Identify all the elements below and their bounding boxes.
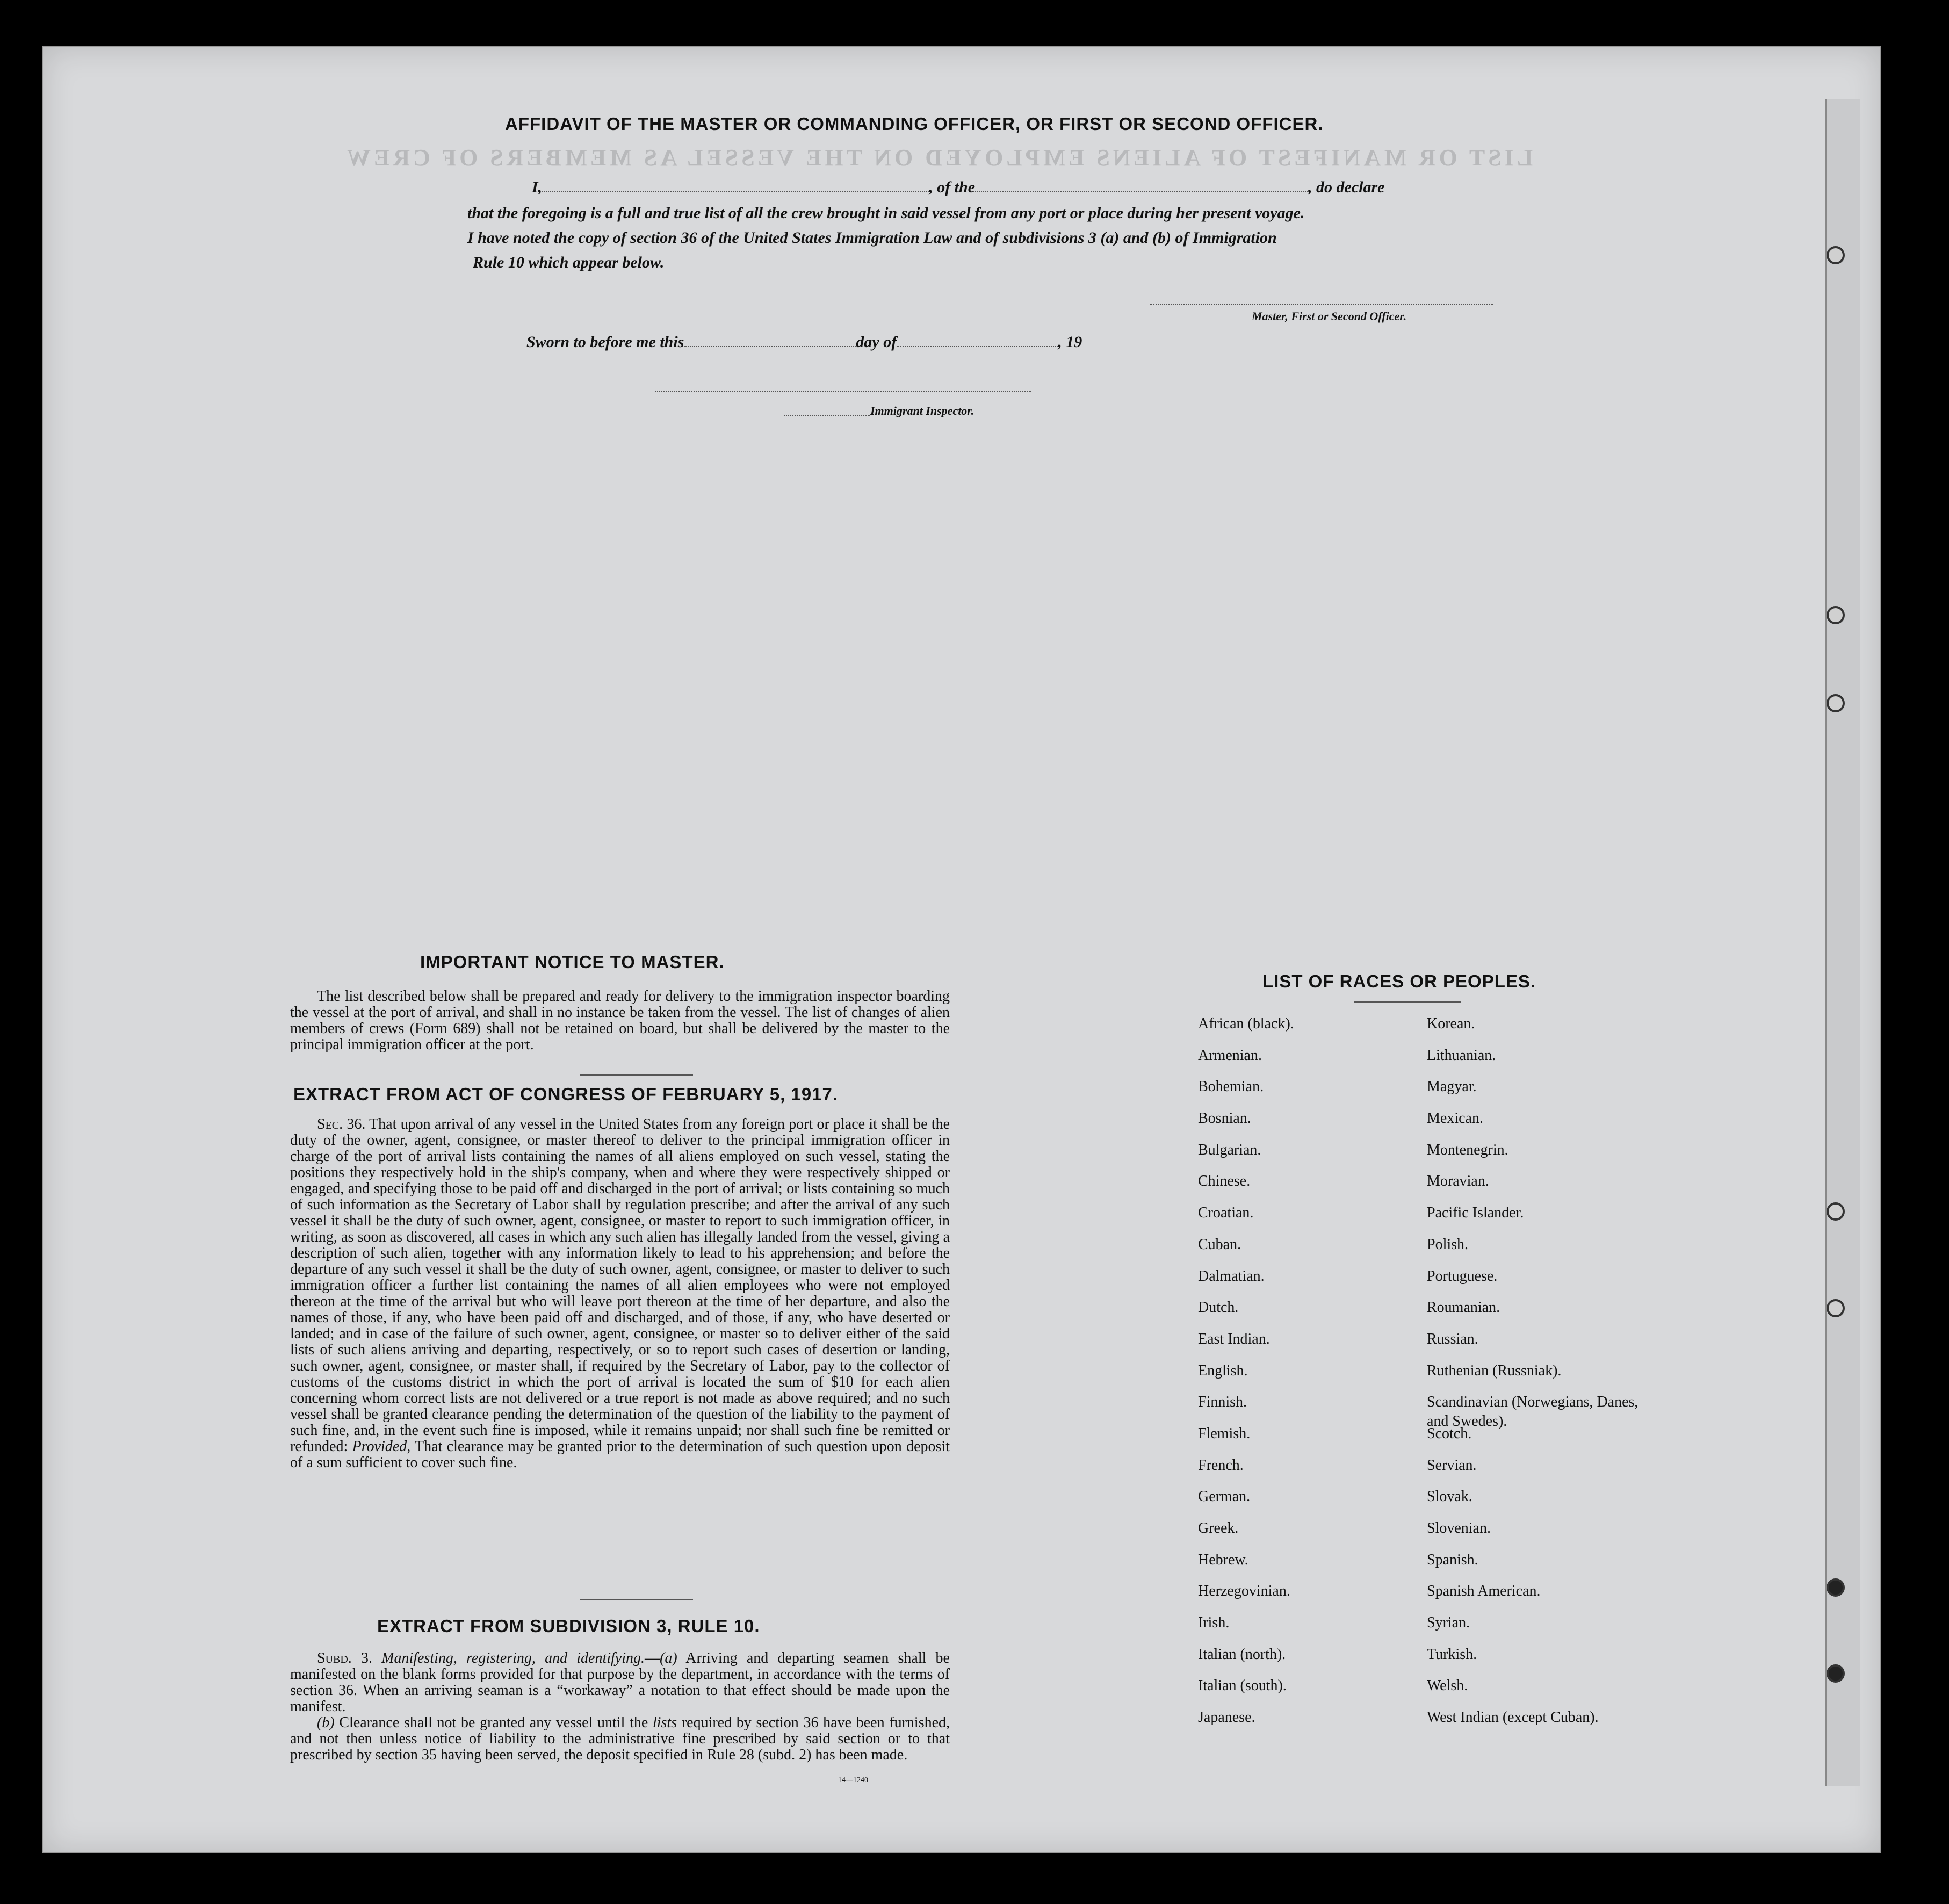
- race-item: Ruthenian (Russniak).: [1427, 1362, 1562, 1379]
- act-body: That upon arrival of any vessel in the United States from any foreign port or place it shall be the duty of the owner, agent, consignee, or master thereof to deliver to the principal immigration officer in charge of the port of arrival lists containing the names of all aliens employed on such vessel, stating the positions they respectively hold in the ship's company, when and where they were respectively shipped or engaged, and specifying those to be paid off and discharged in the port of arrival; or lists containing so much of such information as the Secretary of Labor shall by regulation prescribe; and after the arrival of any such vessel it shall be the duty of such owner, agent, consignee, or master to report to such immigration officer, in writing, as soon as discovered, all cases in which any such alien has illegally landed from the vessel, giving a description of such alien, together with any information likely to lead to his apprehension; and before the departure of any such vessel it shall be the duty of such owner, agent, consignee, or master to deliver to such immigration officer a further list containing the names of all alien employees who were not employed thereon at the time of the arrival but who will leave port thereon at the time of her departure, and also the names of those, if any, who have been paid off and discharged, and of those, if any, who have deserted or landed; and in case of the failure of such owner, agent, consignee, or master so to deliver either of the said lists of such aliens arriving and departing, respectively, or so to report such cases of desertion or landing, such owner, agent, consignee, or master shall, if required by the Secretary of Labor, pay to the collector of customs of the customs district in which the port of arrival is located the sum of $10 for each alien concerning whom correct lists are not delivered or a true report is not made as above required; and no such vessel shall be granted clearance pending the determination of the question of the liability to the payment of such fine, and, in the event such fine is imposed, while it remains unpaid; nor shall such fine be remitted or refunded:: [290, 1116, 950, 1455]
- notice-text: The list described below shall be prepared and ready for delivery to the immigration inspector boarding the vessel at the port of arrival, and shall in no instance be taken from the vessel. The list of changes of alien members of crews (Form 689) shall not be retained on board, but shall be delivered by the master to the principal immigration officer at the port.: [290, 988, 950, 1053]
- act-text: [290, 1116, 950, 1471]
- race-item: German.: [1198, 1488, 1251, 1505]
- race-item: Scotch.: [1427, 1425, 1472, 1442]
- race-item: Polish.: [1427, 1236, 1469, 1253]
- race-item: Bulgarian.: [1198, 1141, 1261, 1158]
- rule-subd-b: (b) Clearance shall not be granted any vessel until the lists required by section 36 have been furnished, and not then unless notice of liability to the administrative fine prescribed by said section or to that prescribed by section 35 having been served, the deposit specified in Rule 28 (subd. 2) has been made.: [290, 1714, 950, 1763]
- race-item: Pacific Islander.: [1427, 1205, 1524, 1222]
- race-item: Dutch.: [1198, 1299, 1239, 1316]
- race-item: Servian.: [1427, 1456, 1477, 1474]
- race-item: Korean.: [1427, 1015, 1475, 1032]
- binder-hole: [1827, 1202, 1845, 1221]
- race-item: Flemish.: [1198, 1425, 1251, 1442]
- rule-subd-a: Subd. 3. Manifesting, registering, and identifying.—(a) Arriving and departing seamen shall be manifested on the blank forms provided for that purpose by the department, in accordance with the terms of section 36. When an arriving seaman is a “workaway” a notation to that effect should be made upon the manifest.: [290, 1650, 950, 1715]
- races-divider: [1354, 1001, 1461, 1003]
- act-body-end: That clearance may be granted prior to the determination of such question upon deposit of a sum sufficient to cover such fine.: [290, 1438, 950, 1471]
- race-item: Italian (south).: [1198, 1677, 1287, 1694]
- sworn-line: Sworn to before me this day of , 19: [526, 333, 1082, 351]
- inspector-signature-line-2: [784, 415, 870, 416]
- race-item: Mexican.: [1427, 1110, 1483, 1127]
- notice-divider: [580, 1074, 693, 1076]
- master-signature-line: [1150, 304, 1493, 305]
- affidavit-line1: I, , of the , do declare: [532, 178, 1385, 196]
- race-item: Irish.: [1198, 1614, 1230, 1632]
- binder-hole: [1827, 1578, 1845, 1597]
- race-item: Armenian.: [1198, 1047, 1262, 1064]
- race-item: Herzegovinian.: [1198, 1583, 1290, 1600]
- races-title: LIST OF RACES OR PEOPLES.: [1262, 971, 1536, 991]
- affidavit-title: AFFIDAVIT OF THE MASTER OR COMMANDING OFFICER, OR FIRST OR SECOND OFFICER.: [505, 114, 1324, 134]
- race-item: Russian.: [1427, 1330, 1478, 1347]
- race-item: Greek.: [1198, 1520, 1239, 1537]
- race-item: African (black).: [1198, 1015, 1294, 1032]
- master-signature-label: Master, First or Second Officer.: [1252, 309, 1407, 323]
- affidavit-line4: Rule 10 which appear below.: [473, 254, 665, 271]
- binder-hole: [1827, 606, 1845, 624]
- document-page: [42, 46, 1881, 1853]
- inspector-signature-label: Immigrant Inspector.: [870, 404, 974, 417]
- race-item: English.: [1198, 1362, 1248, 1379]
- race-item: Portuguese.: [1427, 1267, 1498, 1285]
- races-column-1: [1198, 1014, 1402, 1740]
- race-item: Bohemian.: [1198, 1078, 1264, 1095]
- inspector-signature-line: [655, 391, 1031, 392]
- race-item: Syrian.: [1427, 1614, 1470, 1632]
- notice-title: IMPORTANT NOTICE TO MASTER.: [420, 952, 725, 972]
- race-item: Moravian.: [1427, 1173, 1489, 1190]
- race-item: Italian (north).: [1198, 1646, 1286, 1663]
- race-item: Chinese.: [1198, 1173, 1251, 1190]
- race-item: Scandinavian (Norwegians, Danes, and Swedes).: [1427, 1394, 1638, 1430]
- race-item: East Indian.: [1198, 1330, 1270, 1347]
- race-item: Turkish.: [1427, 1646, 1477, 1663]
- race-item: Roumanian.: [1427, 1299, 1500, 1316]
- race-item: Spanish American.: [1427, 1583, 1541, 1600]
- ghost-title: LIST OR MANIFEST OF ALIENS EMPLOYED ON THE VESSEL AS MEMBERS OF CREW: [344, 145, 1533, 171]
- binder-hole: [1827, 1299, 1845, 1317]
- race-item: Welsh.: [1427, 1677, 1468, 1694]
- binder-hole: [1827, 694, 1845, 712]
- race-item: Hebrew.: [1198, 1551, 1248, 1568]
- race-item: French.: [1198, 1456, 1244, 1474]
- race-item: Croatian.: [1198, 1205, 1254, 1222]
- race-item: Slovenian.: [1427, 1520, 1491, 1537]
- act-section-label: Sec. 36.: [317, 1116, 366, 1133]
- binder-hole: [1827, 1664, 1845, 1683]
- race-item: Lithuanian.: [1427, 1047, 1496, 1064]
- race-item: Slovak.: [1427, 1488, 1472, 1505]
- race-item: West Indian (except Cuban).: [1427, 1709, 1599, 1726]
- affidavit-line2: that the foregoing is a full and true list of all the crew brought in said vessel from any port or place during her present voyage.: [467, 204, 1305, 222]
- form-code: 14—1240: [838, 1776, 868, 1784]
- affidavit-line3: I have noted the copy of section 36 of the United States Immigration Law and of subdivisions 3 (a) and (b) of Immigration: [467, 229, 1277, 247]
- race-item: Magyar.: [1427, 1078, 1477, 1095]
- race-item: Bosnian.: [1198, 1110, 1251, 1127]
- binding-tab: [1825, 99, 1860, 1786]
- race-item: Japanese.: [1198, 1709, 1255, 1726]
- race-item: Spanish.: [1427, 1551, 1478, 1568]
- race-item: Montenegrin.: [1427, 1141, 1508, 1158]
- race-item: Finnish.: [1198, 1394, 1247, 1411]
- act-title: EXTRACT FROM ACT OF CONGRESS OF FEBRUARY 5, 1917.: [293, 1084, 839, 1104]
- races-column-2: [1427, 1014, 1652, 1740]
- binder-hole: [1827, 246, 1845, 264]
- race-item: Dalmatian.: [1198, 1267, 1265, 1285]
- act-divider: [580, 1599, 693, 1600]
- act-provided: Provided,: [352, 1438, 411, 1455]
- rule-title: EXTRACT FROM SUBDIVISION 3, RULE 10.: [377, 1616, 760, 1636]
- race-item: Cuban.: [1198, 1236, 1241, 1253]
